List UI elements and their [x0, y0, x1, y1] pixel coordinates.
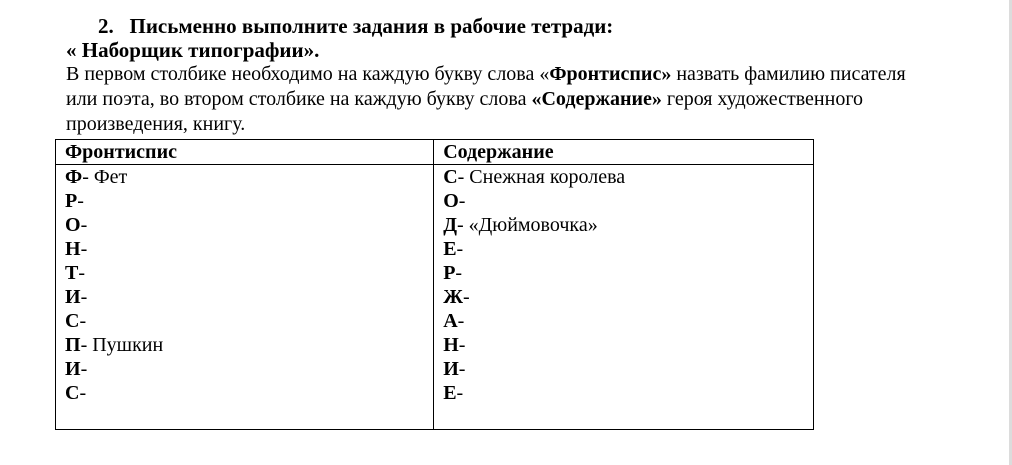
row-answer: - Фет [82, 166, 128, 188]
list-item [443, 381, 804, 405]
row-letter: Е [443, 238, 457, 260]
row-answer: - [458, 334, 466, 356]
row-answer: - [462, 286, 470, 308]
list-item [65, 381, 424, 405]
row-letter: Е [443, 382, 457, 404]
instructions-text-1b: назвать фамилию писателя [671, 63, 906, 85]
task-title: Письменно выполните задания в рабочие тетради: [129, 14, 614, 38]
row-letter: С [65, 382, 80, 404]
row-answer: - [458, 358, 466, 380]
row-answer: - «Дюймовочка» [456, 214, 598, 236]
row-answer: - [455, 262, 463, 284]
list-item [65, 165, 424, 189]
row-letter: О [65, 214, 81, 236]
row-letter: Т [65, 262, 79, 284]
list-item [443, 237, 804, 261]
instructions-line-2 [66, 87, 1001, 112]
header-contents: Содержание [434, 140, 814, 165]
instructions-line-3: произведения, книгу. [66, 113, 246, 135]
row-answer: - [78, 262, 86, 284]
list-item [65, 261, 424, 285]
row-letter: Н [65, 238, 81, 260]
row-letter: Д [443, 214, 457, 236]
table-body-row [56, 165, 814, 430]
instructions-text-1a: В первом столбике необходимо на каждую букву слова « [66, 63, 550, 85]
list-item [443, 357, 804, 381]
document-body [66, 14, 1006, 137]
row-letter: С [443, 166, 458, 188]
list-item [443, 213, 804, 237]
list-item [65, 357, 424, 381]
row-letter: А [443, 310, 458, 332]
row-letter: П [65, 334, 81, 356]
row-answer: - [80, 214, 88, 236]
row-letter: Р [65, 190, 78, 212]
game-name: « Наборщик типографии». [66, 38, 320, 62]
list-item [65, 333, 424, 357]
task-number: 2. [98, 14, 114, 38]
list-item [65, 213, 424, 237]
row-answer: - [80, 238, 88, 260]
header-frontispiece: Фронтиспис [56, 140, 434, 165]
row-answer: - [80, 358, 88, 380]
keyword-frontispiece: Фронтиспис» [549, 63, 672, 85]
list-item [443, 309, 804, 333]
instructions-text-2a: или поэта, во втором столбике на каждую букву слова [66, 88, 532, 110]
row-answer: - [456, 238, 464, 260]
row-answer: - Пушкин [80, 334, 164, 356]
list-item [65, 189, 424, 213]
row-answer: - [77, 190, 84, 212]
task-heading [98, 14, 1006, 38]
row-answer: - [79, 310, 87, 332]
list-item [443, 261, 804, 285]
column-frontispiece [56, 165, 434, 430]
row-answer: - [80, 286, 88, 308]
row-letter: И [65, 358, 81, 380]
instructions-paragraph [66, 62, 1001, 137]
row-answer: - [456, 382, 464, 404]
row-letter: Ж [443, 286, 463, 308]
keyword-contents: «Содержание» [531, 88, 662, 110]
list-item [443, 165, 804, 189]
row-answer: - [457, 310, 465, 332]
row-answer: - [458, 190, 466, 212]
list-item [443, 333, 804, 357]
row-letter: Ф [65, 166, 83, 188]
instructions-text-2b: героя художественного [661, 88, 864, 110]
list-item [65, 285, 424, 309]
column-contents [434, 165, 814, 430]
table-header-row [56, 140, 814, 165]
row-answer: - [79, 382, 87, 404]
row-letter: С [65, 310, 80, 332]
row-letter: И [443, 358, 459, 380]
list-item [443, 189, 804, 213]
instructions-line-1 [66, 62, 1001, 87]
list-item [443, 285, 804, 309]
row-letter: О [443, 190, 459, 212]
acrostic-table [55, 139, 814, 430]
row-letter: Р [443, 262, 456, 284]
list-item [65, 309, 424, 333]
list-item [65, 237, 424, 261]
row-letter: Н [443, 334, 459, 356]
row-letter: И [65, 286, 81, 308]
row-answer: - Снежная королева [457, 166, 626, 188]
